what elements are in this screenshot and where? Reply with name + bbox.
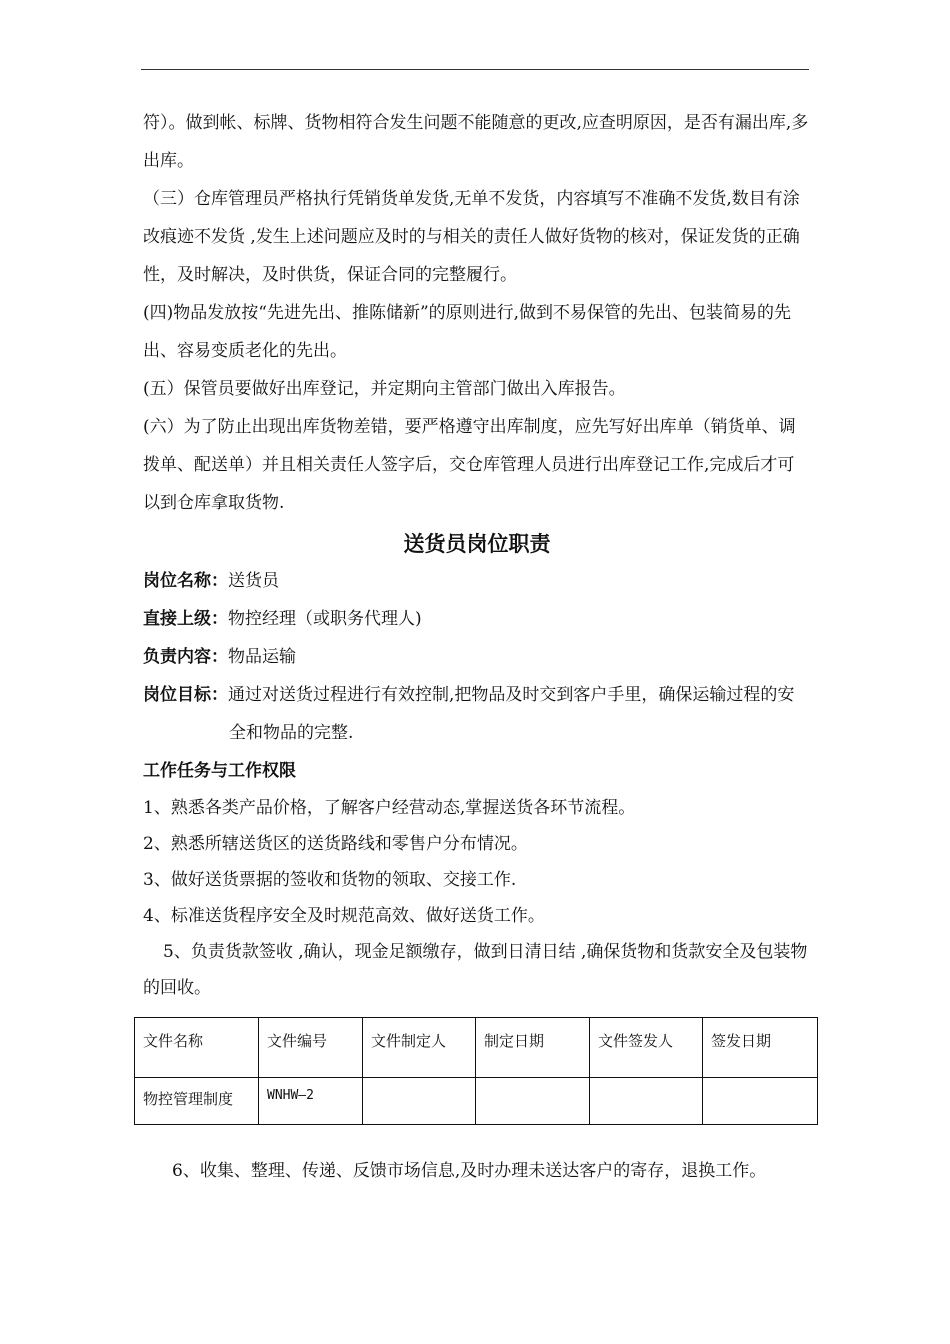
field-row (143, 562, 811, 600)
paragraph: （三）仓库管理员严格执行凭销货单发货,无单不发货，内容填写不准确不发货,数目有涂改痕迹不发货 ,发生上述问题应及时的与相关的责任人做好货物的核对，保证发货的正确性，及时解决，及时供货，保证合同的完整履行。 (143, 189, 800, 285)
table-cell: WNHW—2 (259, 1078, 363, 1125)
task-item: 1、熟悉各类产品价格，了解客户经营动态,掌握送货各环节流程。 (143, 798, 636, 818)
field-label: 直接上级： (143, 609, 228, 629)
paragraph: 符）。做到帐、标牌、货物相符合发生问题不能随意的更改,应查明原因，是否有漏出库,多出库。 (143, 113, 809, 171)
task-item: 4、标准送货程序安全及时规范高效、做好送货工作。 (143, 906, 545, 926)
table-header-cell: 文件制定人 (363, 1018, 476, 1078)
table-header-cell: 文件编号 (259, 1018, 363, 1078)
field-label: 负责内容： (143, 647, 228, 667)
field-value: 送货员 (228, 571, 279, 591)
field-row (143, 600, 811, 638)
table-cell: 物控管理制度 (135, 1078, 259, 1125)
table-header-cell: 文件签发人 (590, 1018, 703, 1078)
field-value: 通过对送货过程进行有效控制,把物品及时交到客户手里，确保运输过程的安全和物品的完整. (228, 685, 795, 743)
header-rule (141, 69, 809, 70)
table-cell (703, 1078, 818, 1125)
paragraph: (六）为了防止出现出库货物差错，要严格遵守出库制度，应先写好出库单（销货单、调拨单、配送单）并且相关责任人签字后，交仓库管理人员进行出库登记工作,完成后才可以到仓库拿取货物. (143, 417, 796, 513)
document-info-table (134, 1017, 818, 1125)
field-row (143, 638, 811, 676)
document-body (143, 104, 811, 1006)
table-cell (363, 1078, 476, 1125)
table-header-cell: 制定日期 (476, 1018, 590, 1078)
table-cell (590, 1078, 703, 1125)
table-cell (476, 1078, 590, 1125)
table-row (135, 1078, 818, 1125)
table-header-cell: 签发日期 (703, 1018, 818, 1078)
table-header-cell: 文件名称 (135, 1018, 259, 1078)
paragraph: (四)物品发放按“先进先出、推陈储新”的原则进行,做到不易保管的先出、包装简易的先出、容易变质老化的先出。 (143, 303, 792, 361)
field-value: 物品运输 (228, 647, 296, 667)
table-header-row (135, 1018, 818, 1078)
section-heading: 工作任务与工作权限 (143, 761, 296, 781)
field-value: 物控经理（或职务代理人) (228, 609, 422, 629)
task-item: 6、收集、整理、传递、反馈市场信息,及时办理未送达客户的寄存，退换工作。 (172, 1161, 767, 1181)
task-item: 2、熟悉所辖送货区的送货路线和零售户分布情况。 (143, 834, 528, 854)
section-title: 送货员岗位职责 (403, 532, 551, 556)
field-row (143, 676, 811, 752)
task-item: 3、做好送货票据的签收和货物的领取、交接工作. (143, 870, 517, 890)
paragraph: (五）保管员要做好出库登记，并定期向主管部门做出入库报告。 (143, 379, 626, 399)
field-label: 岗位名称： (143, 571, 228, 591)
field-label: 岗位目标： (143, 685, 228, 705)
task-item: 5、负责货款签收 ,确认，现金足额缴存，做到日清日结 ,确保货物和货款安全及包装物的回收。 (143, 942, 808, 998)
